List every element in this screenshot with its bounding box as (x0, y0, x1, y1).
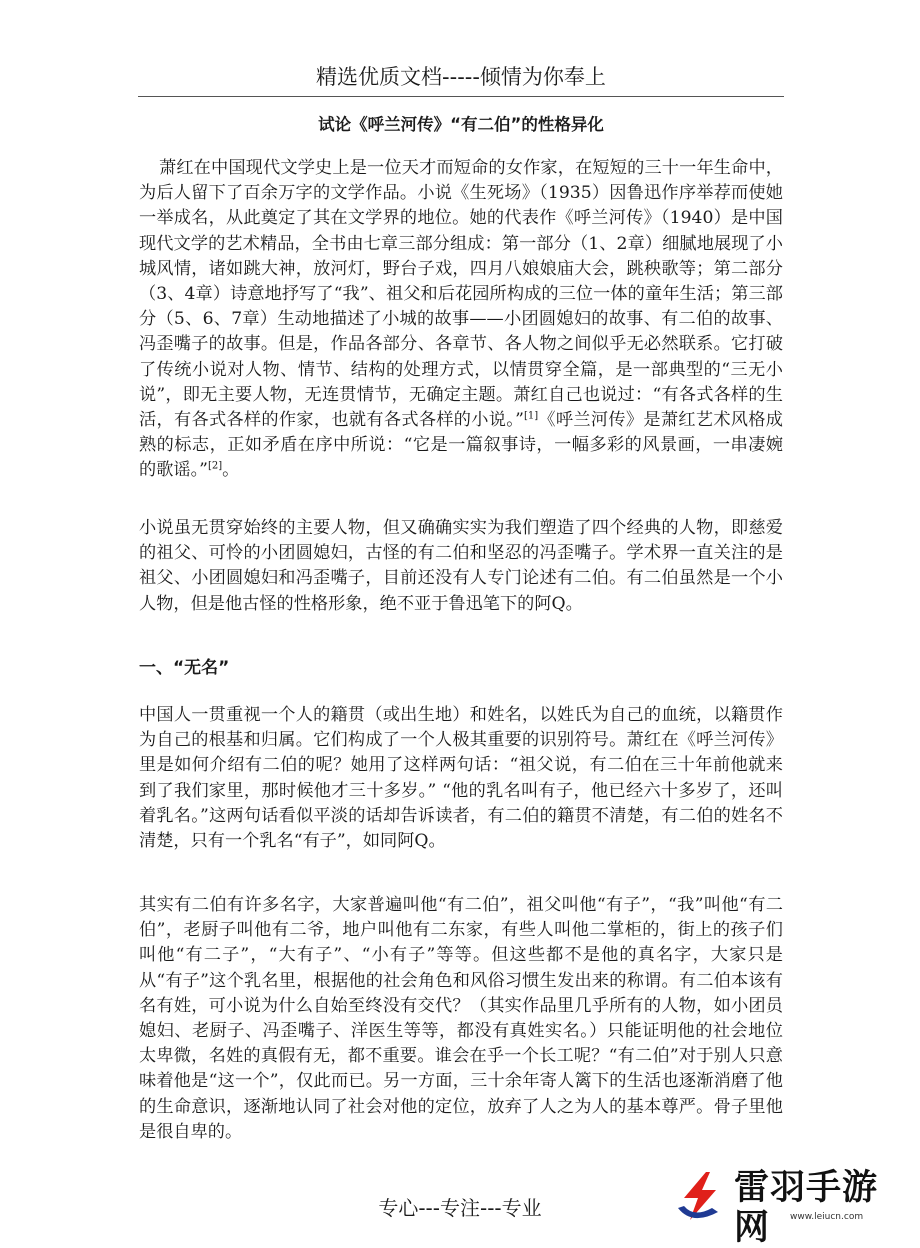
header-divider (138, 96, 784, 97)
paragraph-many-names: 其实有二伯有许多名字，大家普遍叫他“有二伯”，祖父叫他“有子”，“我”叫他“有二伯”，老厨子叫他有二爷，地户叫他有二东家，有些人叫他二掌柜的，街上的孩子们叫他“有二子”，“大有子”、“小有子”等等。但这些都不是他的真名字，大家只是从“有子”这个乳名里，根据他的社会角色和风俗习惯生发出来的称谓。有二伯本该有名有姓，可小说为什么自始至终没有交代？（其实作品里几乎所有的人物，如小团员媳妇、老厨子、冯歪嘴子、洋医生等等，都没有真姓实名。）只能证明他的社会地位太卑微，名姓的真假有无，都不重要。谁会在乎一个长工呢？“有二伯”对于别人只意味着他是“这一个”，仅此而已。另一方面，三十余年寄人篱下的生活也逐渐消磨了他的生命意识，逐渐地认同了社会对他的定位，放弃了人之为人的基本尊严。骨子里他是很自卑的。 (139, 895, 783, 1142)
section-heading-no-name: 一、“无名” (139, 658, 230, 678)
watermark-url: www.leiucn.com (790, 1212, 864, 1222)
page-footer: 专心---专注---专业 (378, 1196, 542, 1220)
footnote-ref-2[interactable]: [2] (207, 460, 223, 472)
paragraph-intro (139, 156, 783, 484)
watermark-site-name: 雷羽手游网 (734, 1168, 879, 1248)
paragraph-intro-text-2: 《呼兰河传》是萧红艺术风格成熟的标志，正如矛盾在序中所说：“它是一篇叙事诗，一幅多彩的风景画，一串凄婉的歌谣。” (139, 410, 783, 481)
paragraph-intro-text-3: 。 (222, 460, 240, 481)
paragraph-intro-text: 萧红在中国现代文学史上是一位天才而短命的女作家，在短短的三十一年生命中，为后人留下了百余万字的文学作品。小说《生死场》（1935）因鲁迅作序举荐而使她一举成名，从此奠定了其在文学界的地位。她的代表作《呼兰河传》（1940）是中国现代文学的艺术精品，全书由七章三部分组成：第一部分（1、2章）细腻地展现了小城风情，诸如跳大神，放河灯，野台子戏，四月八娘娘庙大会，跳秧歌等；第二部分（3、4章）诗意地抒写了“我”、祖父和后花园所构成的三位一体的童年生活；第三部分（5、6、7章）生动地描述了小城的故事——小团圆媳妇的故事、有二伯的故事、冯歪嘴子的故事。但是，作品各部分、各章节、各人物之间似乎无必然联系。它打破了传统小说对人物、情节、结构的处理方式，以情贯穿全篇，是一部典型的“三无小说”，即无主要人物，无连贯情节，无确定主题。萧红自己也说过：“有各式各样的生活，有各式各样的作家，也就有各式各样的小说。” (139, 158, 783, 431)
paragraph-characters: 小说虽无贯穿始终的主要人物，但又确确实实为我们塑造了四个经典的人物，即慈爱的祖父、可怜的小团圆媳妇，古怪的有二伯和坚忍的冯歪嘴子。学术界一直关注的是祖父、小团圆媳妇和冯歪嘴子，目前还没有人专门论述有二伯。有二伯虽然是一个小人物，但是他古怪的性格形象，绝不亚于鲁迅笔下的阿Q。 (139, 518, 783, 614)
lightning-s-logo-icon (672, 1168, 728, 1224)
document-title: 试论《呼兰河传》“有二伯”的性格异化 (318, 115, 604, 134)
site-watermark[interactable] (672, 1166, 912, 1248)
page-header: 精选优质文档-----倾情为你奉上 (316, 65, 606, 89)
paragraph-native-place: 中国人一贯重视一个人的籍贯（或出生地）和姓名，以姓氏为自己的血统，以籍贯作为自己的根基和归属。它们构成了一个人极其重要的识别符号。萧红在《呼兰河传》里是如何介绍有二伯的呢？她用了这样两句话：“祖父说，有二伯在三十年前他就来到了我们家里，那时候他才三十多岁。” “他的乳名叫有子，他已经六十多岁了，还叫着乳名。”这两句话看似平淡的话却告诉读者，有二伯的籍贯不清楚，有二伯的姓名不清楚，只有一个乳名“有子”，如同阿Q。 (139, 705, 783, 852)
footnote-ref-1[interactable]: [1] (523, 410, 539, 422)
